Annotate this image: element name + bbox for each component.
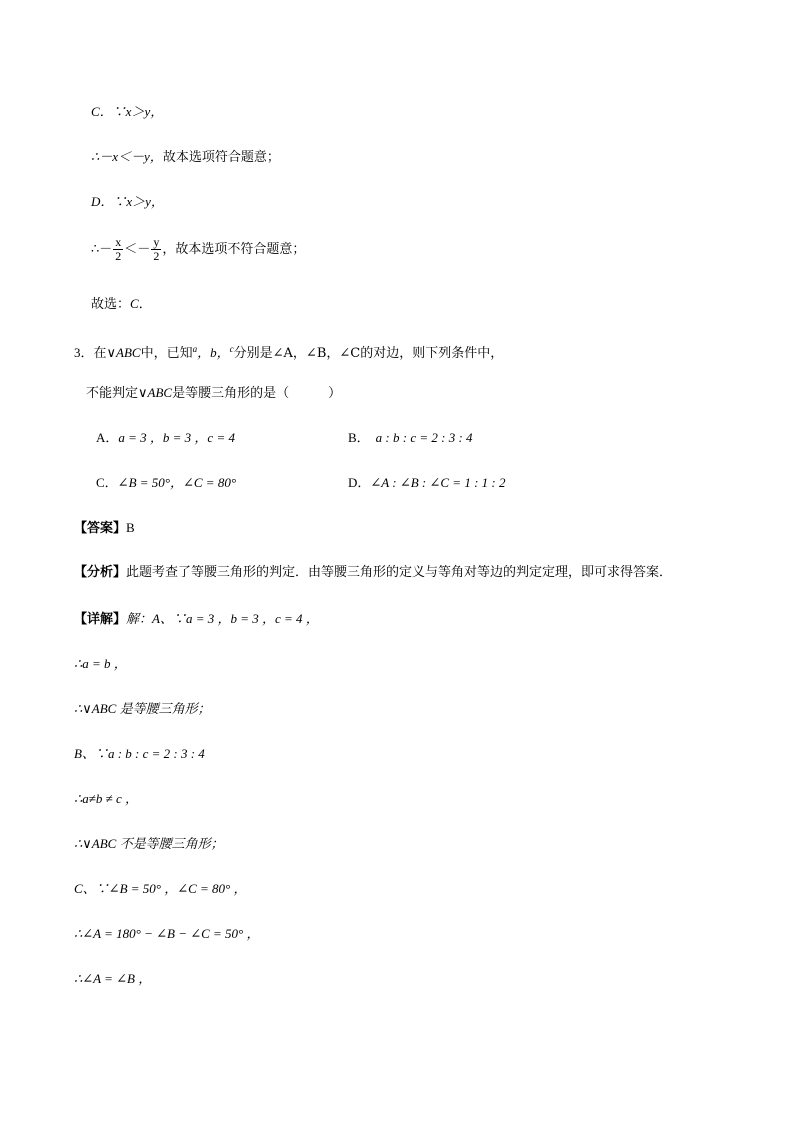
q-side-c: c: [229, 344, 234, 354]
detail-line-3: [74, 700, 211, 719]
detail-l7: C、∵∠B = 50° ，∠C = 80° ，: [74, 881, 247, 896]
c-condition: ∵x＞y，: [112, 104, 164, 119]
detail-l5: ∴a≠b ≠ c ，: [74, 791, 139, 806]
option-a-label: A．: [96, 430, 119, 445]
d-conclusion-text: ，故本选项不符合题意；: [162, 242, 306, 257]
answer-value: B: [126, 520, 135, 535]
detail-line-5: [74, 790, 138, 809]
less-than-sign: ＜: [124, 242, 138, 257]
fraction-den-2a: 2: [115, 249, 122, 263]
c-conclusion-line: [91, 148, 280, 167]
detail-l9: ∴∠A = ∠B ，: [74, 971, 152, 986]
option-a-expr: a = 3 ，b = 3 ，c = 4: [118, 430, 235, 445]
q-text-1: 在: [93, 346, 107, 361]
c-inequality: ∴－x＜－y，: [91, 149, 163, 164]
option-b-label: B．: [348, 430, 370, 445]
detail-line-8: [74, 925, 260, 944]
choose-text: 故选：: [91, 297, 131, 312]
fraction-num-y: y: [153, 235, 160, 249]
option-d: [348, 474, 505, 493]
fraction-num-x: x: [115, 235, 122, 249]
detail-line-7: [74, 880, 247, 899]
q-line2-b: 是等腰三角形的是（ ）: [172, 386, 342, 401]
option-c-expr: ∠B = 50°，∠C = 80°: [117, 475, 237, 490]
d-label: D．: [91, 194, 114, 209]
q-text-3: 分别是∠A，∠B，∠C的对边，则下列条件中，: [233, 346, 504, 361]
choose-option: C: [130, 296, 139, 311]
choose-line: [91, 295, 152, 314]
q-side-a: a: [192, 344, 198, 354]
neg-sign-2: －: [137, 242, 151, 257]
q-line2-triangle: ∨ABC: [138, 385, 173, 400]
q-sep-1: ，: [197, 345, 211, 360]
question-number: 3．: [74, 345, 94, 360]
option-b: [348, 429, 473, 448]
analysis-tag: 【分析】: [74, 565, 127, 580]
option-a: [96, 429, 235, 448]
detail-l6: ∴∨ABC 不是等腰三角形；: [74, 836, 224, 851]
detail-line-9: [74, 970, 151, 989]
analysis-text: 此题考查了等腰三角形的判定．由等腰三角形的定义与等角对等边的判定定理，即可求得答案．: [126, 565, 673, 580]
answer-line: [74, 519, 135, 538]
choose-end: ．: [138, 297, 152, 312]
detail-l4: B、∵a : b : c = 2 : 3 : 4: [74, 746, 205, 761]
neg-sign-1: －: [99, 242, 113, 257]
option-c-label: C．: [96, 475, 118, 490]
detail-l2: ∴a = b ，: [74, 656, 127, 671]
fraction-den-2b: 2: [153, 249, 160, 263]
answer-tag: 【答案】: [74, 521, 127, 536]
question-3-line-1: [74, 340, 503, 363]
q-line2-a: 不能判定: [86, 386, 139, 401]
d-premise-line: [91, 193, 164, 212]
detail-tag: 【详解】: [74, 612, 127, 627]
therefore-symbol: ∴: [91, 242, 100, 257]
q-sep-2: ，: [216, 345, 230, 360]
analysis-line: [74, 564, 672, 582]
option-c: [96, 474, 236, 493]
c-label: C．: [91, 104, 113, 119]
option-d-expr: ∠A : ∠B : ∠C = 1 : 1 : 2: [370, 475, 506, 490]
d-conclusion-line: [91, 235, 305, 265]
detail-l3: ∴∨ABC 是等腰三角形；: [74, 701, 211, 716]
fraction-y-over-2: [151, 236, 161, 263]
detail-line-4: [74, 745, 205, 764]
d-condition: ∵x＞y，: [113, 194, 164, 209]
q-side-b: b: [210, 345, 217, 360]
option-b-expr: a : b : c = 2 : 3 : 4: [375, 430, 473, 445]
fraction-x-over-2: [113, 236, 123, 263]
option-d-label: D．: [348, 475, 371, 490]
q-text-2: 中，已知: [140, 346, 193, 361]
c-premise-line: [91, 103, 163, 122]
c-conclusion-text: 故本选项符合题意；: [162, 150, 280, 165]
detail-l8: ∴∠A = 180° − ∠B − ∠C = 50° ，: [74, 926, 260, 941]
detail-line-6: [74, 835, 224, 854]
question-3-line-2: [86, 384, 341, 403]
detail-line-2: [74, 655, 127, 674]
q-triangle: ∨ABC: [106, 345, 141, 360]
detail-l1: 解：A、∵a = 3 ，b = 3 ，c = 4 ，: [126, 611, 319, 626]
detail-line-1: [74, 610, 319, 629]
